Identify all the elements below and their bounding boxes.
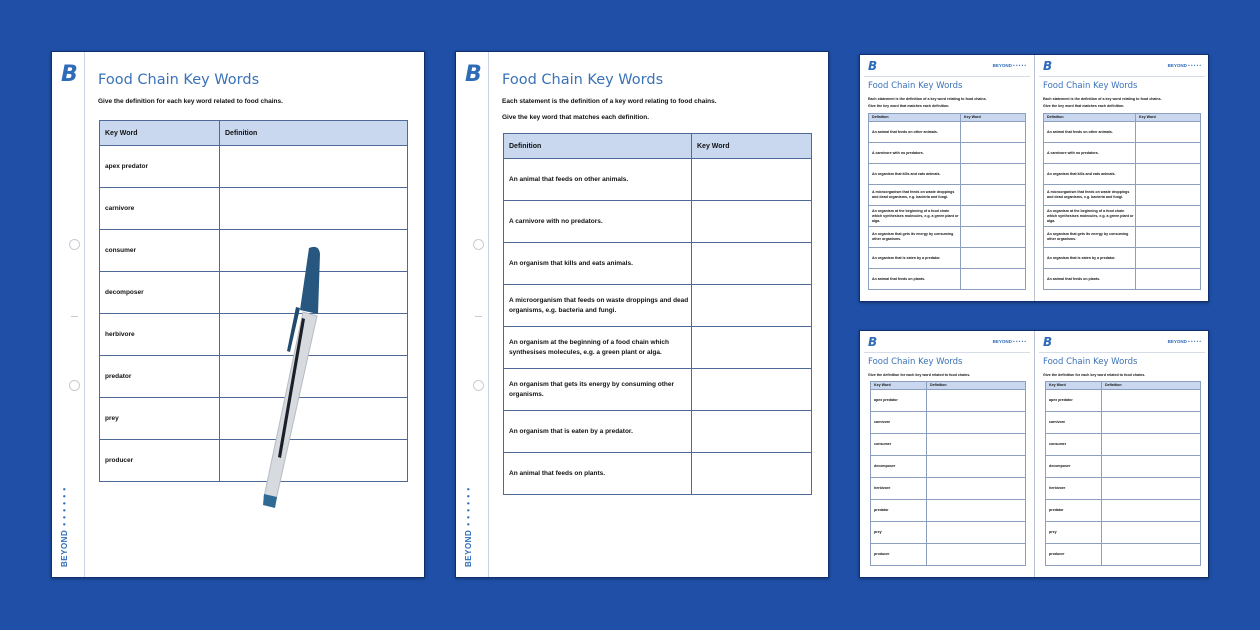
half-page-left bbox=[860, 331, 1034, 577]
answer-cell[interactable] bbox=[692, 411, 812, 453]
answer-cell[interactable] bbox=[692, 369, 812, 411]
answer-cell[interactable] bbox=[1102, 478, 1201, 500]
definition-cell: An organism at the beginning of a food chain which synthesises molecules, e.g. a green plant or alga. bbox=[1044, 206, 1136, 227]
center-mark bbox=[71, 316, 78, 317]
brand-label: BEYOND • • • • • bbox=[1167, 63, 1201, 68]
answer-cell[interactable] bbox=[927, 390, 1026, 412]
key-word-cell: predator bbox=[871, 500, 927, 522]
definition-cell: A carnivore with no predators. bbox=[869, 143, 961, 164]
answer-cell[interactable] bbox=[961, 122, 1026, 143]
table-row bbox=[1046, 434, 1201, 456]
page-title: Food Chain Key Words bbox=[98, 72, 260, 88]
definition-table bbox=[503, 133, 812, 495]
answer-cell[interactable] bbox=[961, 269, 1026, 290]
answer-cell[interactable] bbox=[220, 146, 408, 188]
table-row bbox=[504, 201, 812, 243]
margin-line bbox=[84, 52, 85, 577]
instruction: Give the key word that matches each definition. bbox=[868, 104, 950, 108]
answer-cell[interactable] bbox=[220, 314, 408, 356]
worksheet-keyword-to-definition bbox=[51, 51, 425, 578]
table-row bbox=[869, 206, 1026, 227]
half-page-right bbox=[1035, 331, 1209, 577]
definition-cell: An animal that feeds on plants. bbox=[869, 269, 961, 290]
table-row bbox=[1046, 522, 1201, 544]
header-definition: Definition bbox=[220, 121, 408, 146]
answer-cell[interactable] bbox=[1102, 456, 1201, 478]
answer-cell[interactable] bbox=[927, 434, 1026, 456]
table-row bbox=[504, 285, 812, 327]
definition-cell: An organism that gets its energy by consuming other organisms. bbox=[504, 369, 692, 411]
definition-cell: An animal that feeds on other animals. bbox=[1044, 122, 1136, 143]
table-row bbox=[871, 478, 1026, 500]
definition-cell: An organism at the beginning of a food chain which synthesises molecules, e.g. a green plant or alga. bbox=[504, 327, 692, 369]
table-row bbox=[504, 453, 812, 495]
definition-cell: A microorganism that feeds on waste droppings and dead organisms, e.g. bacteria and fungi. bbox=[504, 285, 692, 327]
answer-cell[interactable] bbox=[220, 230, 408, 272]
key-word-cell: decomposer bbox=[1046, 456, 1102, 478]
definition-cell: An animal that feeds on other animals. bbox=[869, 122, 961, 143]
instruction: Each statement is the definition of a key word relating to food chains. bbox=[502, 98, 717, 105]
key-word-cell: producer bbox=[871, 544, 927, 566]
answer-cell[interactable] bbox=[1102, 544, 1201, 566]
instruction: Give the definition for each key word related to food chains. bbox=[98, 98, 283, 105]
key-word-cell: prey bbox=[1046, 522, 1102, 544]
answer-cell[interactable] bbox=[1136, 122, 1201, 143]
page-title: Food Chain Key Words bbox=[502, 72, 664, 88]
definition-cell: An organism that kills and eats animals. bbox=[504, 243, 692, 285]
keyword-table bbox=[99, 120, 408, 482]
definition-cell: An animal that feeds on other animals. bbox=[504, 159, 692, 201]
instruction: Each statement is the definition of a key word relating to food chains. bbox=[1043, 97, 1162, 101]
answer-cell[interactable] bbox=[927, 456, 1026, 478]
brand-vertical: BEYOND• • • • • • bbox=[60, 486, 69, 567]
table-row bbox=[1044, 248, 1201, 269]
key-word-cell: predator bbox=[100, 356, 220, 398]
key-word-cell: herbivore bbox=[871, 478, 927, 500]
half-page-left bbox=[860, 55, 1034, 301]
key-word-cell: carnivore bbox=[871, 412, 927, 434]
key-word-cell: herbivore bbox=[100, 314, 220, 356]
header-definition: Definition bbox=[1044, 114, 1136, 122]
brand-label: BEYOND • • • • • bbox=[992, 339, 1026, 344]
header-rule bbox=[1039, 76, 1205, 77]
table-row bbox=[100, 188, 408, 230]
header-rule bbox=[1039, 352, 1205, 353]
table-row bbox=[100, 146, 408, 188]
header-key-word: Key Word bbox=[692, 134, 812, 159]
definition-cell: A carnivore with no predators. bbox=[504, 201, 692, 243]
definition-cell: A microorganism that feeds on waste droppings and dead organisms, e.g. bacteria and fungi. bbox=[869, 185, 961, 206]
answer-cell[interactable] bbox=[692, 285, 812, 327]
worksheet-small-keyword bbox=[859, 330, 1209, 578]
answer-cell[interactable] bbox=[1102, 500, 1201, 522]
table-row bbox=[1044, 185, 1201, 206]
key-word-cell: herbivore bbox=[1046, 478, 1102, 500]
answer-cell[interactable] bbox=[961, 185, 1026, 206]
table-row bbox=[869, 248, 1026, 269]
key-word-cell: consumer bbox=[100, 230, 220, 272]
table-row bbox=[1046, 478, 1201, 500]
answer-cell[interactable] bbox=[927, 478, 1026, 500]
table-row bbox=[1044, 269, 1201, 290]
table-row bbox=[1044, 227, 1201, 248]
header-definition: Definition bbox=[927, 382, 1026, 390]
answer-cell[interactable] bbox=[220, 272, 408, 314]
beyond-logo-icon: B bbox=[1043, 59, 1053, 73]
header-definition: Definition bbox=[1102, 382, 1201, 390]
table-header-row bbox=[100, 121, 408, 146]
key-word-cell: producer bbox=[1046, 544, 1102, 566]
definition-cell: An organism that gets its energy by consuming other organisms. bbox=[1044, 227, 1136, 248]
definition-cell: An organism at the beginning of a food chain which synthesises molecules, e.g. a green plant or alga. bbox=[869, 206, 961, 227]
instruction: Give the definition for each key word related to food chains. bbox=[1043, 373, 1146, 377]
beyond-logo-icon: B bbox=[868, 59, 878, 73]
answer-cell[interactable] bbox=[961, 164, 1026, 185]
table-row bbox=[871, 544, 1026, 566]
table-row bbox=[869, 122, 1026, 143]
table-row bbox=[869, 185, 1026, 206]
table-row bbox=[504, 243, 812, 285]
header-key-word: Key Word bbox=[1136, 114, 1201, 122]
header-definition: Definition bbox=[869, 114, 961, 122]
margin-line bbox=[488, 52, 489, 577]
key-word-cell: apex predator bbox=[1046, 390, 1102, 412]
brand-label: BEYOND • • • • • bbox=[1167, 339, 1201, 344]
answer-cell[interactable] bbox=[1136, 269, 1201, 290]
table-row bbox=[871, 390, 1026, 412]
definition-table bbox=[868, 113, 1026, 290]
definition-cell: An animal that feeds on plants. bbox=[504, 453, 692, 495]
brand-vertical: BEYOND• • • • • • bbox=[464, 486, 473, 567]
table-row bbox=[100, 398, 408, 440]
table-row bbox=[1044, 164, 1201, 185]
page-title: Food Chain Key Words bbox=[868, 357, 963, 367]
answer-cell[interactable] bbox=[1102, 522, 1201, 544]
beyond-logo-icon: B bbox=[465, 62, 482, 87]
center-mark bbox=[475, 316, 482, 317]
instruction: Give the key word that matches each definition. bbox=[502, 114, 650, 121]
brand-label: BEYOND • • • • • bbox=[992, 63, 1026, 68]
instruction: Give the definition for each key word related to food chains. bbox=[868, 373, 971, 377]
answer-cell[interactable] bbox=[1102, 390, 1201, 412]
table-row bbox=[1046, 456, 1201, 478]
header-rule bbox=[864, 352, 1030, 353]
table-row bbox=[1044, 122, 1201, 143]
table-row bbox=[100, 272, 408, 314]
definition-cell: An organism that is eaten by a predator. bbox=[504, 411, 692, 453]
header-definition: Definition bbox=[504, 134, 692, 159]
header-key-word: Key Word bbox=[1046, 382, 1102, 390]
table-row bbox=[100, 356, 408, 398]
key-word-cell: carnivore bbox=[1046, 412, 1102, 434]
answer-cell[interactable] bbox=[1136, 185, 1201, 206]
worksheet-definition-to-keyword bbox=[455, 51, 829, 578]
answer-cell[interactable] bbox=[220, 188, 408, 230]
definition-table bbox=[1043, 113, 1201, 290]
answer-cell[interactable] bbox=[220, 356, 408, 398]
answer-cell[interactable] bbox=[961, 227, 1026, 248]
worksheet-small-definition bbox=[859, 54, 1209, 302]
answer-cell[interactable] bbox=[927, 544, 1026, 566]
answer-cell[interactable] bbox=[1136, 143, 1201, 164]
table-row bbox=[100, 440, 408, 482]
definition-cell: An organism that is eaten by a predator. bbox=[869, 248, 961, 269]
table-header-row bbox=[504, 134, 812, 159]
table-row bbox=[1046, 544, 1201, 566]
beyond-logo-icon: B bbox=[868, 335, 878, 349]
answer-cell[interactable] bbox=[1102, 412, 1201, 434]
header-rule bbox=[864, 76, 1030, 77]
table-row bbox=[1046, 500, 1201, 522]
table-row bbox=[871, 522, 1026, 544]
key-word-cell: prey bbox=[871, 522, 927, 544]
definition-cell: A microorganism that feeds on waste droppings and dead organisms, e.g. bacteria and fungi. bbox=[1044, 185, 1136, 206]
answer-cell[interactable] bbox=[692, 201, 812, 243]
answer-cell[interactable] bbox=[692, 159, 812, 201]
answer-cell[interactable] bbox=[220, 398, 408, 440]
key-word-cell: consumer bbox=[1046, 434, 1102, 456]
page-title: Food Chain Key Words bbox=[1043, 81, 1138, 91]
definition-cell: An organism that kills and eats animals. bbox=[869, 164, 961, 185]
key-word-cell: consumer bbox=[871, 434, 927, 456]
table-row bbox=[869, 227, 1026, 248]
answer-cell[interactable] bbox=[220, 440, 408, 482]
instruction: Give the key word that matches each definition. bbox=[1043, 104, 1125, 108]
punch-hole bbox=[69, 380, 80, 391]
half-page-right bbox=[1035, 55, 1209, 301]
keyword-table bbox=[1045, 381, 1201, 566]
answer-cell[interactable] bbox=[961, 143, 1026, 164]
answer-cell[interactable] bbox=[692, 243, 812, 285]
beyond-logo-icon: B bbox=[1043, 335, 1053, 349]
header-key-word: Key Word bbox=[961, 114, 1026, 122]
table-row bbox=[1044, 206, 1201, 227]
punch-hole bbox=[473, 380, 484, 391]
table-row bbox=[871, 412, 1026, 434]
key-word-cell: prey bbox=[100, 398, 220, 440]
definition-cell: An organism that kills and eats animals. bbox=[1044, 164, 1136, 185]
table-row bbox=[869, 143, 1026, 164]
answer-cell[interactable] bbox=[927, 412, 1026, 434]
answer-cell[interactable] bbox=[1136, 206, 1201, 227]
answer-cell[interactable] bbox=[927, 522, 1026, 544]
answer-cell[interactable] bbox=[961, 248, 1026, 269]
answer-cell[interactable] bbox=[961, 206, 1026, 227]
answer-cell[interactable] bbox=[692, 453, 812, 495]
punch-hole bbox=[69, 239, 80, 250]
page-title: Food Chain Key Words bbox=[1043, 357, 1138, 367]
answer-cell[interactable] bbox=[927, 500, 1026, 522]
table-row bbox=[504, 411, 812, 453]
table-row bbox=[871, 434, 1026, 456]
answer-cell[interactable] bbox=[692, 327, 812, 369]
instruction: Each statement is the definition of a key word relating to food chains. bbox=[868, 97, 987, 101]
table-row bbox=[504, 327, 812, 369]
key-word-cell: apex predator bbox=[871, 390, 927, 412]
header-key-word: Key Word bbox=[871, 382, 927, 390]
answer-cell[interactable] bbox=[1102, 434, 1201, 456]
definition-cell: An organism that gets its energy by consuming other organisms. bbox=[869, 227, 961, 248]
table-row bbox=[871, 456, 1026, 478]
key-word-cell: producer bbox=[100, 440, 220, 482]
key-word-cell: decomposer bbox=[100, 272, 220, 314]
table-row bbox=[1044, 143, 1201, 164]
answer-cell[interactable] bbox=[1136, 164, 1201, 185]
table-row bbox=[100, 230, 408, 272]
table-row bbox=[871, 500, 1026, 522]
table-row bbox=[869, 269, 1026, 290]
answer-cell[interactable] bbox=[1136, 248, 1201, 269]
table-row bbox=[100, 314, 408, 356]
key-word-cell: apex predator bbox=[100, 146, 220, 188]
key-word-cell: carnivore bbox=[100, 188, 220, 230]
keyword-table bbox=[870, 381, 1026, 566]
table-row bbox=[1046, 390, 1201, 412]
table-row bbox=[869, 164, 1026, 185]
punch-hole bbox=[473, 239, 484, 250]
page-title: Food Chain Key Words bbox=[868, 81, 963, 91]
beyond-logo-icon: B bbox=[61, 62, 78, 87]
table-row bbox=[1046, 412, 1201, 434]
answer-cell[interactable] bbox=[1136, 227, 1201, 248]
key-word-cell: predator bbox=[1046, 500, 1102, 522]
key-word-cell: decomposer bbox=[871, 456, 927, 478]
table-row bbox=[504, 159, 812, 201]
table-row bbox=[504, 369, 812, 411]
definition-cell: An animal that feeds on plants. bbox=[1044, 269, 1136, 290]
definition-cell: A carnivore with no predators. bbox=[1044, 143, 1136, 164]
header-key-word: Key Word bbox=[100, 121, 220, 146]
definition-cell: An organism that is eaten by a predator. bbox=[1044, 248, 1136, 269]
